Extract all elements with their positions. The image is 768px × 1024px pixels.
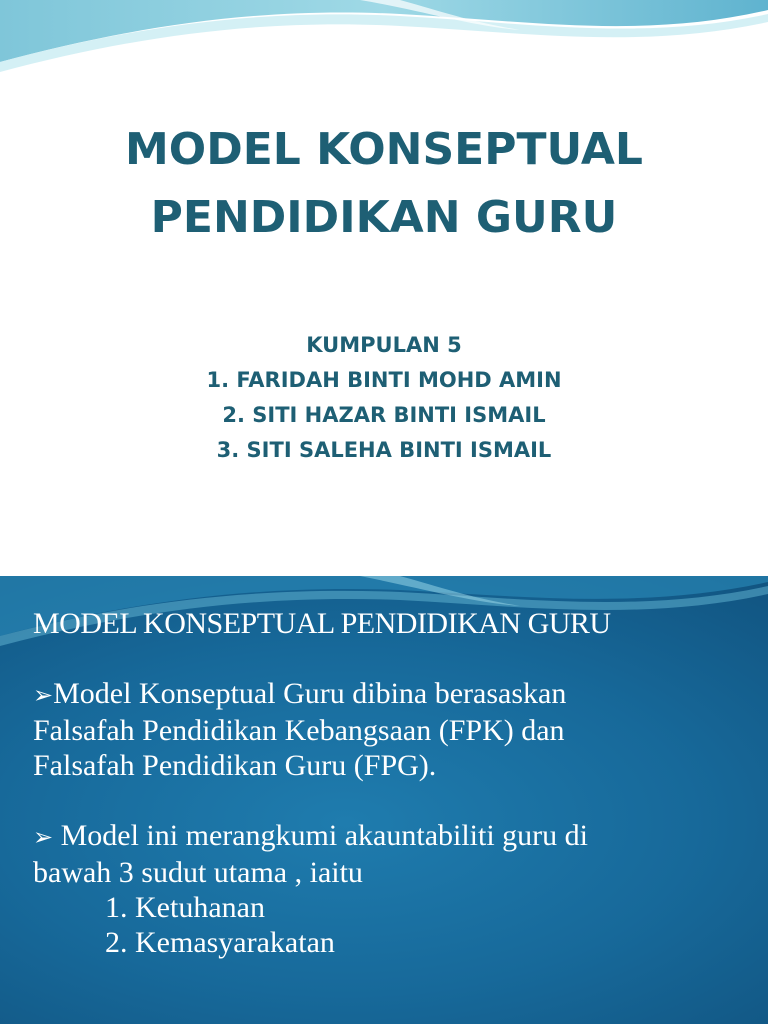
sub-item-2: 2. Kemasyarakatan xyxy=(105,926,335,959)
bullet-1 xyxy=(33,676,753,783)
bullet-1-line-1: Model Konseptual Guru dibina berasaskan xyxy=(53,677,567,710)
member-3: 3. SITI SALEHA BINTI ISMAIL xyxy=(216,438,552,462)
header-wave-decoration xyxy=(0,0,768,90)
bullet-2-line-1: Model ini merangkumi akauntabiliti guru di xyxy=(53,819,589,852)
bullet-2 xyxy=(33,818,753,960)
content-title: MODEL KONSEPTUAL PENDIDIKAN GURU xyxy=(33,607,611,640)
member-1: 1. FARIDAH BINTI MOHD AMIN xyxy=(206,368,562,392)
group-name: KUMPULAN 5 xyxy=(306,333,462,357)
arrow-bullet-icon: ➢ xyxy=(33,823,54,851)
group-members xyxy=(0,328,768,468)
bullet-1-line-2: Falsafah Pendidikan Kebangsaan (FPK) dan xyxy=(33,714,565,747)
bullet-1-line-3: Falsafah Pendidikan Guru (FPG). xyxy=(33,749,437,782)
slide-title xyxy=(0,116,768,252)
bullet-2-line-2: bawah 3 sudut utama , iaitu xyxy=(33,856,363,889)
member-2: 2. SITI HAZAR BINTI ISMAIL xyxy=(222,403,546,427)
title-line-2: PENDIDIKAN GURU xyxy=(150,192,618,243)
arrow-bullet-icon: ➢ xyxy=(33,681,54,709)
sub-item-1: 1. Ketuhanan xyxy=(105,891,265,924)
content-text xyxy=(33,606,753,960)
title-line-1: MODEL KONSEPTUAL xyxy=(125,124,643,175)
